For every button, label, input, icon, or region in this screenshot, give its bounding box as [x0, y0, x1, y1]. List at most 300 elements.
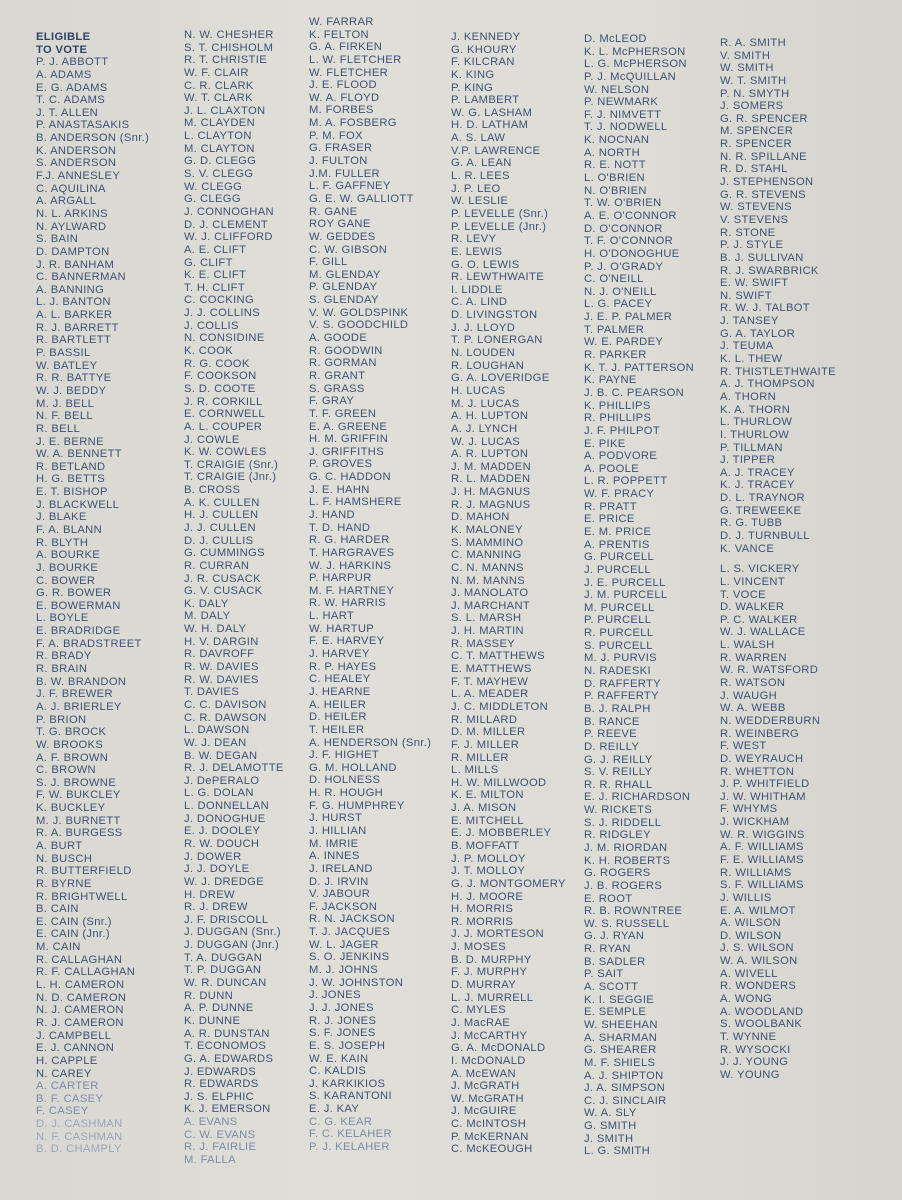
- voter-name: R. G. TUBB: [720, 517, 783, 530]
- voter-name: I. LIDDLE: [451, 283, 503, 296]
- voter-name: T. F. GREEN: [309, 407, 377, 420]
- voter-name: G. SHEARER: [584, 1044, 657, 1057]
- voter-name: P. BRION: [36, 713, 87, 726]
- voter-name: G. D. CLEGG: [184, 155, 257, 168]
- voter-name: S. MAMMINO: [451, 536, 524, 549]
- voter-name: W. A. SLY: [584, 1107, 637, 1120]
- voter-name: J. IRELAND: [309, 862, 373, 875]
- voter-name: F. T. MAYHEW: [451, 675, 529, 688]
- voter-name: A. BURT: [36, 840, 83, 852]
- voter-name: R. W. DAVIES: [184, 661, 259, 674]
- voter-name: L. O'BRIEN: [584, 172, 645, 185]
- voter-name: W. G. LASHAM: [451, 106, 533, 119]
- voter-name: C. AQUILINA: [36, 182, 106, 195]
- voter-name: A. GOODE: [309, 332, 368, 345]
- voter-name: E. MATTHEWS: [451, 663, 532, 676]
- voter-name: K. PAYNE: [584, 374, 637, 387]
- voter-name: C. McINTOSH: [451, 1118, 527, 1131]
- voter-name: N. SWIFT: [720, 289, 772, 302]
- voter-name: J. BLACKWELL: [36, 498, 120, 511]
- voter-column-5: [584, 33, 724, 1158]
- voter-name: E. ROOT: [584, 892, 633, 905]
- voter-name: K. J. TRACEY: [720, 479, 795, 492]
- voter-name: R. W. DAVIES: [184, 673, 259, 686]
- voter-name: K. L. McPHERSON: [584, 45, 686, 58]
- voter-name: E. BOWERMAN: [36, 599, 121, 612]
- voter-name: W. J. WALLACE: [720, 626, 806, 639]
- voter-name: W. HARTUP: [309, 622, 375, 635]
- voter-name: R. BRAIN: [36, 663, 88, 676]
- voter-name: A. PODVORE: [584, 450, 658, 463]
- voter-name: J. P. MOLLOY: [451, 852, 526, 865]
- voter-name: L. VINCENT: [720, 575, 786, 588]
- voter-name: J. P. LEO: [451, 182, 501, 195]
- voter-name: P. J. STYLE: [720, 239, 784, 252]
- voter-name: K. MALONEY: [451, 523, 523, 536]
- voter-name: C. A. LIND: [451, 296, 508, 309]
- voter-name: R. WARREN: [720, 651, 787, 664]
- voter-name: R. PRATT: [584, 500, 637, 513]
- voter-name: R. LEVY: [451, 233, 497, 246]
- voter-name: J. TIPPER: [720, 454, 776, 467]
- voter-name: L. DAWSON: [184, 724, 250, 737]
- voter-name: W. A. WILSON: [720, 955, 798, 968]
- voter-name: P. BASSIL: [36, 347, 91, 360]
- voter-name: W. J. DEAN: [184, 736, 247, 749]
- voter-name: H. R. HOUGH: [309, 787, 384, 800]
- voter-name: G. J. RYAN: [584, 930, 645, 943]
- voter-name: A. NORTH: [584, 146, 641, 159]
- voter-name: G. A. LEAN: [451, 157, 512, 170]
- voter-name: W. J. LUCAS: [451, 435, 521, 448]
- voter-name: J. E. BERNE: [36, 435, 104, 448]
- voter-name: E. S. JOSEPH: [309, 1039, 386, 1052]
- voter-name: J. HAND: [309, 508, 355, 521]
- voter-name: L. MILLS: [451, 764, 499, 777]
- voter-name: S. KARANTONI: [309, 1090, 392, 1103]
- voter-name: J. HEARNE: [309, 685, 371, 698]
- voter-name: E. PIKE: [584, 437, 626, 450]
- voter-name: R. THISTLETHWAITE: [720, 365, 836, 378]
- voter-name: F. E. WILLIAMS: [720, 854, 804, 866]
- voter-name: C. C. DAVISON: [184, 698, 267, 711]
- voter-name: A. EVANS: [184, 1116, 238, 1129]
- voter-name: J. F. DRISCOLL: [184, 913, 269, 926]
- voter-name: P. LEVELLE (Jnr.): [451, 220, 547, 233]
- voter-name: E. A. GREENE: [309, 420, 388, 433]
- voter-name: R. J. DELAMOTTE: [184, 762, 284, 775]
- voter-name: R. CURRAN: [184, 559, 250, 572]
- voter-name: K. J. EMERSON: [184, 1103, 271, 1116]
- voter-name: A. HENDERSON (Snr.): [309, 736, 432, 749]
- voter-name: G. CLEGG: [184, 193, 241, 206]
- voter-name: R. STONE: [720, 226, 776, 239]
- voter-name: G. A. McDONALD: [451, 1042, 546, 1055]
- voter-name: D. WILSON: [720, 929, 782, 942]
- voter-name: A. E. CLIFT: [184, 243, 247, 256]
- voter-name: W. YOUNG: [720, 1068, 780, 1081]
- voter-name: J. J. CULLEN: [184, 521, 256, 534]
- voter-name: V. STEVENS: [720, 213, 789, 226]
- voter-name: K. PHILLIPS: [584, 399, 651, 412]
- voter-name: G. A. FIRKEN: [309, 41, 383, 54]
- voter-name: F. GILL: [309, 256, 348, 269]
- voter-name: L. R. POPPETT: [584, 475, 668, 488]
- voter-name: R. WATSON: [720, 677, 786, 690]
- voter-name: T. A. DUGGAN: [184, 951, 263, 964]
- voter-name: P. SAIT: [584, 968, 624, 981]
- voter-name: J. COLLIS: [184, 319, 239, 332]
- voter-name: E. G. ADAMS: [36, 81, 108, 94]
- voter-name: T. P. LONERGAN: [451, 334, 543, 347]
- voter-name: K. VANCE: [720, 542, 775, 555]
- voter-name: M. F. SHIELS: [584, 1056, 656, 1069]
- voter-name: S. J. RIDDELL: [584, 816, 662, 829]
- voter-name: W. A. FLOYD: [309, 91, 380, 104]
- voter-name: C. T. MATTHEWS: [451, 650, 545, 663]
- voter-name: H. J. CULLEN: [184, 509, 259, 522]
- voter-name: L. BOYLE: [36, 612, 89, 625]
- voter-name: E. J. KAY: [309, 1103, 360, 1116]
- voter-name: B. J. SULLIVAN: [720, 251, 804, 264]
- voter-name: A. P. DUNNE: [184, 1002, 254, 1015]
- voter-name: V. JABOUR: [309, 888, 371, 901]
- voter-name: A. WIVELL: [720, 967, 778, 980]
- voter-name: D. RAFFERTY: [584, 677, 661, 690]
- voter-name: G. M. HOLLAND: [309, 761, 397, 774]
- voter-name: B. D. MURPHY: [451, 953, 532, 966]
- voter-name: S. GRASS: [309, 382, 365, 395]
- voter-name: J. J. LLOYD: [451, 321, 516, 334]
- voter-name: J. McGUIRE: [451, 1105, 517, 1118]
- voter-name: C. W. GIBSON: [309, 243, 388, 256]
- voter-name: W. BROOKS: [36, 738, 104, 751]
- voter-name: T. ECONOMOS: [184, 1040, 267, 1053]
- voter-name: R. A. SMITH: [720, 37, 787, 49]
- voter-name: H. DREW: [184, 888, 235, 901]
- voter-name: W. S. RUSSELL: [584, 917, 670, 930]
- voter-name: L. A. MEADER: [451, 688, 529, 701]
- voter-name: R. GOODWIN: [309, 344, 383, 357]
- voter-name: G. PURCELL: [584, 551, 655, 564]
- voter-name: H. V. DARGIN: [184, 635, 259, 648]
- voter-name: I. McDONALD: [451, 1054, 526, 1067]
- voter-name: W. J. BEDDY: [36, 384, 107, 397]
- voter-name: J. CONNOGHAN: [184, 205, 274, 218]
- voter-name: J. BLAKE: [36, 511, 87, 524]
- voter-name: M. FORBES: [309, 104, 374, 117]
- voter-name: E. CAIN (Jnr.): [36, 928, 110, 941]
- voter-name: V.P. LAWRENCE: [451, 144, 541, 157]
- voter-name: J. WAUGH: [720, 689, 778, 702]
- voter-name: M. J. BURNETT: [36, 814, 121, 827]
- voter-name: F. WHYMS: [720, 803, 778, 816]
- voter-name: R. WILLIAMS: [720, 866, 792, 879]
- voter-name: P. ANASTASAKIS: [36, 119, 130, 132]
- voter-name: W. R. WATSFORD: [720, 664, 819, 677]
- voter-name: J. B. ROGERS: [584, 879, 663, 892]
- voter-name: T. VOCE: [720, 588, 766, 601]
- voter-name: A. L. COUPER: [184, 420, 263, 433]
- voter-name: J. BOURKE: [36, 561, 99, 574]
- voter-name: W. FARRAR: [309, 16, 374, 28]
- voter-name: B. SADLER: [584, 955, 646, 968]
- voter-name: S. F. JONES: [309, 1027, 376, 1040]
- voter-name: J. F. HIGHET: [309, 749, 380, 762]
- voter-name: C. COCKING: [184, 294, 255, 307]
- voter-name: E. BRADRIDGE: [36, 625, 121, 638]
- voter-name: W. RICKETS: [584, 804, 653, 817]
- voter-name: C. W. EVANS: [184, 1128, 256, 1141]
- voter-name: M. CLAYDEN: [184, 117, 256, 130]
- voter-name: B. MOFFATT: [451, 840, 520, 852]
- voter-name: E. M. PRICE: [584, 525, 652, 538]
- voter-name: B. RANCE: [584, 715, 640, 728]
- voter-name: D. J. CASHMAN: [36, 1118, 123, 1131]
- voter-name: N. M. MANNS: [451, 574, 526, 587]
- voter-name: P. PURCELL: [584, 614, 652, 627]
- voter-name: R. L. MADDEN: [451, 473, 531, 486]
- voter-name: K. L. THEW: [720, 353, 783, 366]
- voter-name: K. T. J. PATTERSON: [584, 361, 695, 374]
- voter-name: N. WEDDERBURN: [720, 714, 821, 727]
- voter-name: J. J. MORTESON: [451, 928, 544, 941]
- voter-name: G. J. REILLY: [584, 753, 653, 766]
- voter-name: M. CLAYTON: [184, 142, 255, 155]
- voter-name: N. F. CASHMAN: [36, 1130, 123, 1143]
- voter-name: A. BANNING: [36, 283, 105, 296]
- voter-name: N. RADESKI: [584, 665, 651, 678]
- voter-name: R. BETLAND: [36, 460, 106, 473]
- voter-name: B. J. RALPH: [584, 702, 651, 715]
- voter-name: G. V. CUSACK: [184, 585, 263, 598]
- voter-name: J. A. SIMPSON: [584, 1082, 666, 1095]
- voter-name: R. WEINBERG: [720, 727, 800, 740]
- voter-name: J.M. FULLER: [309, 167, 380, 180]
- voter-name: R. J. DREW: [184, 901, 248, 914]
- voter-name: G. ROGERS: [584, 867, 651, 880]
- voter-name: P. LEVELLE (Snr.): [451, 207, 549, 220]
- voter-name: T. PALMER: [584, 323, 645, 336]
- voter-name: K. E. MILTON: [451, 789, 524, 802]
- voter-name: W. F. PRACY: [584, 488, 655, 501]
- voter-name: W. J. CLIFFORD: [184, 231, 273, 244]
- voter-name: A. R. DUNSTAN: [184, 1027, 270, 1040]
- voter-name: J. E. HAHN: [309, 483, 370, 496]
- voter-name: D. J. TURNBULL: [720, 529, 810, 542]
- voter-name: A. J. SHIPTON: [584, 1069, 664, 1082]
- voter-name: J. J. COLLINS: [184, 307, 261, 320]
- voter-name: F. G. HUMPHREY: [309, 799, 405, 812]
- voter-name: J. P. WHITFIELD: [720, 778, 810, 791]
- voter-name: S. J. BROWNE: [36, 776, 117, 789]
- voter-name: S. V. CLEGG: [184, 168, 254, 181]
- voter-name: R. MASSEY: [451, 637, 516, 650]
- voter-name: A. L. BARKER: [36, 309, 113, 322]
- voter-name: J. DOWER: [184, 850, 242, 863]
- voter-name: E. A. WILMOT: [720, 904, 796, 917]
- voter-name: L. F. HAMSHERE: [309, 496, 402, 509]
- voter-name: J. STEPHENSON: [720, 176, 814, 189]
- voter-name: C. BOWER: [36, 574, 96, 587]
- voter-name: W. L. JAGER: [309, 938, 379, 951]
- voter-name: H. J. MOORE: [451, 890, 524, 903]
- voter-name: D. O'CONNOR: [584, 222, 663, 235]
- voter-name: J. F. PHILPOT: [584, 424, 661, 437]
- voter-name: M. PURCELL: [584, 601, 655, 614]
- voter-name: R. RIDGLEY: [584, 829, 651, 842]
- voter-name: G. TREWEEKE: [720, 504, 802, 517]
- voter-name: P. M. FOX: [309, 129, 363, 142]
- voter-name: E. MITCHELL: [451, 814, 524, 827]
- voter-name: G. SMITH: [584, 1120, 637, 1133]
- voter-name: S. T. CHISHOLM: [184, 41, 274, 54]
- voter-name: N. AYLWARD: [36, 220, 107, 233]
- voter-name: P. C. WALKER: [720, 613, 798, 626]
- voter-name: D. LIVINGSTON: [451, 309, 538, 322]
- voter-name: T. CRAIGIE (Snr.): [184, 458, 279, 471]
- voter-name: J. EDWARDS: [184, 1065, 257, 1078]
- voter-name: R. J. MAGNUS: [451, 498, 531, 511]
- voter-name: J. JONES: [309, 989, 361, 1002]
- voter-name: C. O'NEILL: [584, 273, 644, 286]
- voter-name: H. G. BETTS: [36, 473, 106, 486]
- voter-name: K. KING: [451, 68, 495, 81]
- voter-name: R. T. CHRISTIE: [184, 54, 268, 67]
- voter-name: J. TANSEY: [720, 315, 779, 328]
- voter-name: J. M. PURCELL: [584, 589, 668, 602]
- voter-name: L. J. BANTON: [36, 296, 111, 309]
- voter-name: R. P. HAYES: [309, 660, 377, 673]
- voter-name: L. G. SMITH: [584, 1145, 651, 1158]
- voter-name: D. DAMPTON: [36, 245, 110, 258]
- voter-column-1: [36, 31, 176, 1156]
- voter-name: L. WALSH: [720, 639, 775, 652]
- voter-name: R. PARKER: [584, 349, 647, 362]
- voter-name: T. HARGRAVES: [309, 546, 395, 559]
- voter-name: A. WOODLAND: [720, 1005, 804, 1018]
- voter-name: F. E. HARVEY: [309, 635, 385, 648]
- voter-name: D. HEILER: [309, 711, 367, 724]
- voter-name: T. G. BROCK: [36, 726, 107, 739]
- voter-name: J. W. WHITHAM: [720, 790, 806, 803]
- voter-name: K. NOCNAN: [584, 134, 650, 147]
- voter-name: J. DePERALO: [184, 774, 260, 787]
- voter-name: B. ANDERSON (Snr.): [36, 132, 150, 145]
- voter-name: R. PURCELL: [584, 627, 654, 640]
- voter-name: J. MARCHANT: [451, 599, 531, 612]
- voter-name: B. D. CHAMPLY: [36, 1143, 122, 1156]
- list-heading-line-2: TO VOTE: [36, 43, 88, 56]
- voter-name: V. SMITH: [720, 49, 771, 62]
- voter-name: L. S. VICKERY: [720, 563, 800, 576]
- voter-name: W. STEVENS: [720, 201, 792, 214]
- voter-name: P. J. McQUILLAN: [584, 70, 677, 83]
- voter-name: E. SEMPLE: [584, 1006, 647, 1019]
- voter-name: C. J. SINCLAIR: [584, 1094, 667, 1107]
- voter-name: E. J. MOBBERLEY: [451, 827, 552, 840]
- voter-name: J. H. MARTIN: [451, 625, 524, 638]
- voter-name: J. KENNEDY: [451, 31, 521, 43]
- voter-name: A. McEWAN: [451, 1067, 516, 1080]
- voter-name: E. CAIN (Snr.): [36, 915, 112, 928]
- voter-name: W. FLETCHER: [309, 66, 389, 79]
- voter-name: E. T. BISHOP: [36, 486, 108, 499]
- voter-name: R. J. SWARBRICK: [720, 264, 819, 277]
- voter-name: R. W. J. TALBOT: [720, 302, 810, 315]
- voter-name: W. T. CLARK: [184, 92, 253, 105]
- voter-name: H. W. MILLWOOD: [451, 776, 547, 789]
- voter-name: P. GLENDAY: [309, 281, 378, 294]
- voter-name: L. G. PACEY: [584, 298, 653, 311]
- voter-name: R. BUTTERFIELD: [36, 865, 132, 878]
- voter-name: I. THURLOW: [720, 428, 790, 441]
- voter-name: A. H. LUPTON: [451, 410, 529, 423]
- voter-name: N. F. BELL: [36, 410, 93, 423]
- voter-name: F. GRAY: [309, 395, 355, 408]
- voter-name: G. C. HADDON: [309, 471, 391, 484]
- voter-name: L. F. GAFFNEY: [309, 180, 391, 193]
- voter-name: D. WEYRAUCH: [720, 752, 804, 765]
- voter-name: A. WONG: [720, 993, 773, 1006]
- voter-name: M. J. BELL: [36, 397, 95, 410]
- voter-name: C. KALDIS: [309, 1065, 367, 1078]
- voter-name: A. HEILER: [309, 698, 367, 711]
- voter-name: B. CAIN: [36, 903, 79, 916]
- voter-name: R. LOUGHAN: [451, 359, 525, 372]
- voter-name: R. J. CAMERON: [36, 1016, 124, 1029]
- voter-name: F. J. MILLER: [451, 738, 520, 751]
- voter-name: R. BELL: [36, 422, 81, 435]
- voter-column-3: [309, 16, 449, 1154]
- voter-name: F. WEST: [720, 740, 767, 753]
- voter-name: W. A. BENNETT: [36, 448, 122, 461]
- voter-name: K. ANDERSON: [36, 144, 117, 157]
- voter-name: J. PURCELL: [584, 563, 651, 576]
- voter-name: T. D. HAND: [309, 521, 371, 534]
- voter-name: E. CORNWELL: [184, 408, 265, 421]
- voter-name: A. ADAMS: [36, 68, 92, 81]
- voter-name: F.J. ANNESLEY: [36, 170, 121, 183]
- voter-name: W. A. WEBB: [720, 702, 786, 715]
- voter-name: R. DUNN: [184, 989, 234, 1002]
- voter-name: R. BLYTH: [36, 536, 89, 549]
- voter-name: A. R. LUPTON: [451, 448, 529, 461]
- voter-name: T. H. CLIFT: [184, 281, 246, 294]
- voter-name: J. C. MIDDLETON: [451, 700, 549, 713]
- voter-name: E. W. SWIFT: [720, 277, 789, 290]
- voter-name: T. W. O'BRIEN: [584, 197, 662, 210]
- voter-name: P. J. ABBOTT: [36, 56, 109, 69]
- voter-name: R. N. JACKSON: [309, 913, 395, 926]
- voter-name: C. G. KEAR: [309, 1115, 373, 1128]
- voter-name: P. HARPUR: [309, 572, 372, 585]
- voter-name: A. J. LYNCH: [451, 422, 518, 435]
- voter-name: R. J. JONES: [309, 1014, 377, 1027]
- voter-name: L. G. DOLAN: [184, 787, 254, 800]
- voter-name: V. W. GOLDSPINK: [309, 306, 409, 319]
- voter-name: F. COOKSON: [184, 370, 257, 383]
- voter-name: R. J. BARRETT: [36, 321, 119, 334]
- voter-name: B. CROSS: [184, 484, 241, 497]
- voter-name: W. NELSON: [584, 83, 650, 96]
- voter-name: G. A. TAYLOR: [720, 327, 796, 340]
- voter-name: J. McCARTHY: [451, 1029, 528, 1042]
- voter-name: P. KING: [451, 81, 494, 94]
- voter-name: R. GRANT: [309, 369, 366, 382]
- voter-name: C. R. DAWSON: [184, 711, 267, 724]
- voter-name: H. LUCAS: [451, 384, 506, 397]
